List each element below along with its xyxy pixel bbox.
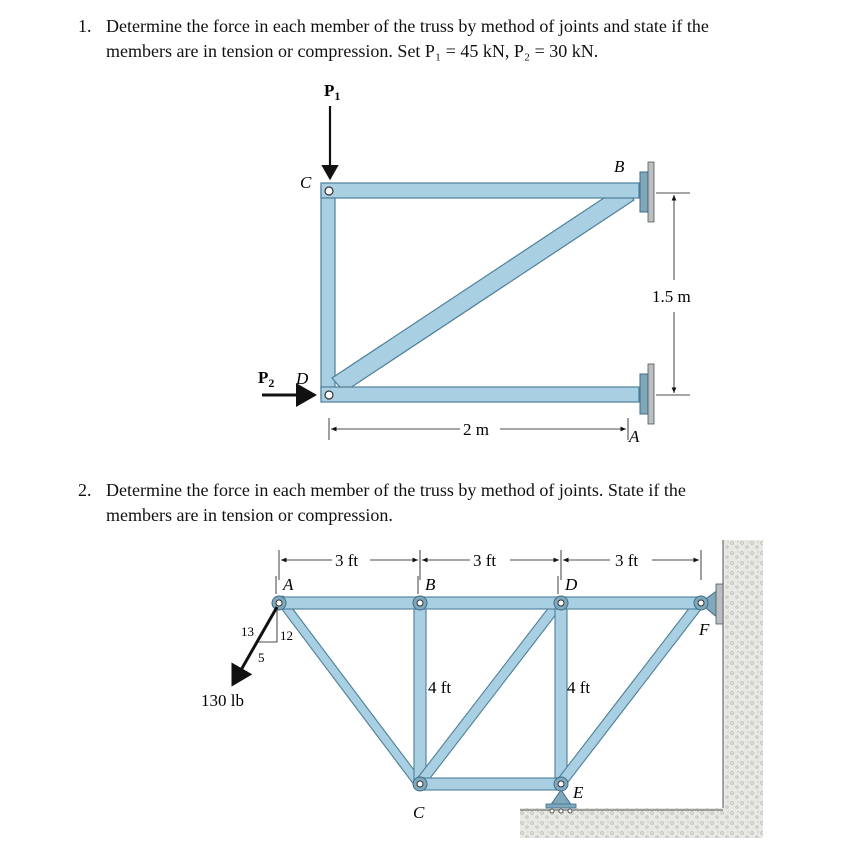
truss-2-members [275,596,705,790]
slope-horiz: 5 [258,650,265,665]
joint-label-a: A [629,427,640,446]
problem-2-number: 2. [78,480,92,500]
joint-label-c: C [300,173,312,192]
member-ac [275,596,423,786]
joint-label-c: C [413,803,425,822]
load-p1-label: $P_1$ [324,81,341,103]
member-af [279,597,703,609]
truss-figure-1 [258,81,691,446]
joint-label-d: D [296,369,309,388]
wall [723,540,763,836]
pin-c [325,187,333,195]
dimension-df: 3 ft [615,551,639,570]
problem-1-line-2: members are in tension or compression. Set P₁ = 45 kN, P₂ = 30 kN. [106,41,599,61]
problem-2-line-2: members are in tension or compression. [106,505,393,525]
ground [520,808,763,838]
dimension-2m: 2 m [463,420,489,439]
joint-label-b: B [614,157,625,176]
problem-1-number: 1. [78,16,92,36]
member-ce [420,778,562,790]
joint-label-b: B [425,575,436,594]
dimension-1-5m: 1.5 m [652,287,691,306]
member-cb [321,183,639,198]
slope-vert: 12 [280,628,293,643]
problem-1-line-1: Determine the force in each member of the truss by method of joints and state if the [106,16,709,36]
member-bd [332,186,634,392]
joint-label-e: E [573,783,584,802]
member-cd [321,186,335,398]
dimension-de: 4 ft [567,678,591,697]
roller-support-e [546,790,576,813]
member-de [555,602,567,784]
load-130lb-arrow [233,607,277,684]
slope-hyp: 13 [241,624,254,639]
pin-d [325,391,333,399]
member-bc [414,602,426,784]
problem-2-line-1: Determine the force in each member of the truss by method of joints. State if the [106,480,686,500]
joint-label-a: A [283,575,294,594]
joint-label-d: D [565,575,578,594]
load-p2-label: $P_2$ [258,368,275,390]
truss-figure-2 [201,540,763,838]
load-130lb-label: 130 lb [201,691,244,710]
joint-label-f: F [699,620,710,639]
dimension-bd: 3 ft [473,551,497,570]
dimension-bc: 4 ft [428,678,452,697]
dimension-ab: 3 ft [335,551,359,570]
member-da [321,387,639,402]
